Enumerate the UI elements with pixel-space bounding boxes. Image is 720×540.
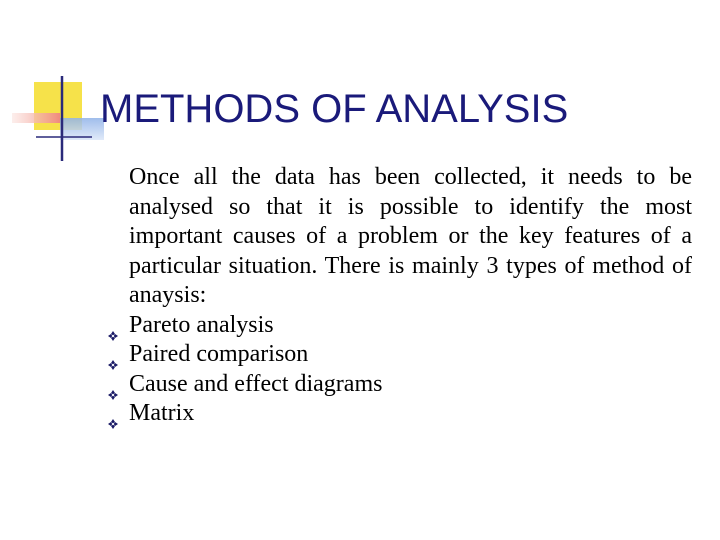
diamond-bullet-icon xyxy=(108,379,118,389)
diamond-bullet-icon xyxy=(108,408,118,418)
bullet-item-pareto xyxy=(108,311,692,341)
bullet-item-matrix xyxy=(108,399,692,429)
bullet-text: Paired comparison xyxy=(129,341,309,367)
bullet-item-paired xyxy=(108,340,692,370)
red-bar xyxy=(12,113,60,123)
bullet-item-intro xyxy=(108,163,692,311)
diamond-bullet-icon xyxy=(108,349,118,359)
bullet-text: Pareto analysis xyxy=(129,311,274,338)
square-bullet-icon xyxy=(108,172,118,182)
decorative-corner-graphic xyxy=(0,0,110,170)
bullet-text: Matrix xyxy=(129,400,195,426)
slide-title: METHODS OF ANALYSIS xyxy=(100,87,569,131)
bullet-item-cause-effect xyxy=(108,370,692,400)
bullet-text: Once all the data has been collected, it needs to be analysed so that it is possible to identify the most important causes of a problem or the key features of a particular situation. There is mainly 3 types of method of anaysis: xyxy=(129,164,692,308)
bullet-text: Cause and effect diagrams xyxy=(129,370,383,397)
diamond-bullet-icon xyxy=(108,320,118,330)
bullet-list xyxy=(108,163,692,429)
